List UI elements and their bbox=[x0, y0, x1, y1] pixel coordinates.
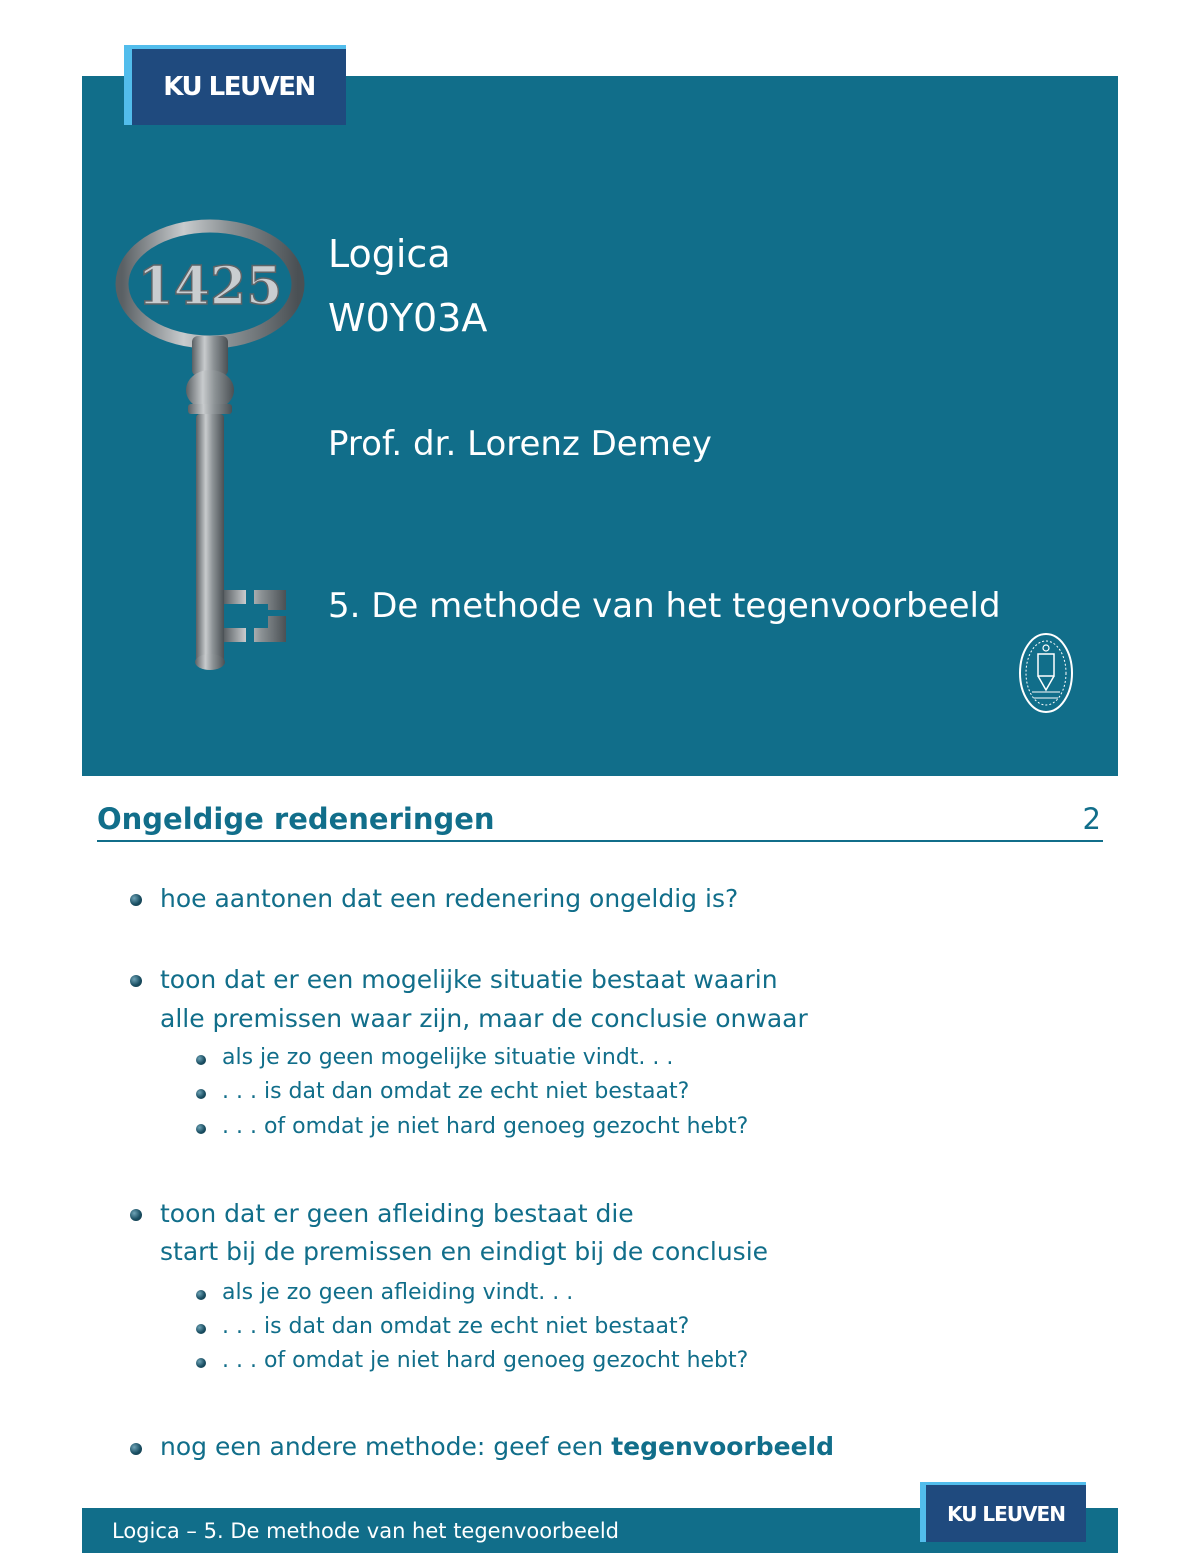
content-slide-title: Ongeldige redeneringen bbox=[97, 802, 495, 836]
university-seal-icon bbox=[1016, 630, 1076, 716]
bullet-4-prefix: nog een andere methode: geef een bbox=[160, 1432, 612, 1461]
bullet-2-line-2: alle premissen waar zijn, maar de conclusie onwaar bbox=[160, 1004, 808, 1033]
sub-bullet-dot-icon bbox=[196, 1055, 206, 1065]
bullet-3-sub-1: als je zo geen afleiding vindt. . . bbox=[222, 1280, 574, 1305]
key-number: 1425 bbox=[137, 256, 283, 317]
bullet-2-sub-3: . . . of omdat je niet hard genoeg gezocht hebt? bbox=[222, 1114, 749, 1139]
bullet-4-emphasis: tegenvoorbeeld bbox=[611, 1432, 835, 1461]
bullet-3-sub-3: . . . of omdat je niet hard genoeg gezocht hebt? bbox=[222, 1348, 749, 1373]
sub-bullet-dot-icon bbox=[196, 1290, 206, 1300]
sub-bullet-dot-icon bbox=[196, 1124, 206, 1134]
footer-text: Logica – 5. De methode van het tegenvoorbeeld bbox=[112, 1519, 620, 1543]
bullet-dot-icon bbox=[130, 1443, 142, 1455]
ku-leuven-logo: KU LEUVEN bbox=[124, 45, 346, 125]
page-number: 2 bbox=[1082, 802, 1101, 836]
course-title: Logica bbox=[328, 232, 451, 276]
content-slide-header bbox=[97, 800, 1103, 842]
bullet-3-line-1: toon dat er geen afleiding bestaat die bbox=[160, 1199, 634, 1228]
sub-bullet-dot-icon bbox=[196, 1358, 206, 1368]
bullet-1-line-1: hoe aantonen dat een redenering ongeldig is? bbox=[160, 884, 739, 913]
professor-name: Prof. dr. Lorenz Demey bbox=[328, 424, 712, 464]
bullet-3-line-2: start bij de premissen en eindigt bij de conclusie bbox=[160, 1237, 769, 1266]
course-code: W0Y03A bbox=[328, 296, 488, 340]
bullet-dot-icon bbox=[130, 975, 142, 987]
sub-bullet-dot-icon bbox=[196, 1089, 206, 1099]
bullet-2-line-1: toon dat er een mogelijke situatie bestaat waarin bbox=[160, 965, 778, 994]
bullet-dot-icon bbox=[130, 894, 142, 906]
key-icon bbox=[110, 218, 310, 678]
bullet-3-sub-2: . . . is dat dan omdat ze echt niet bestaat? bbox=[222, 1314, 690, 1339]
footer-ku-leuven-logo: KU LEUVEN bbox=[920, 1482, 1086, 1542]
bullet-2-sub-1: als je zo geen mogelijke situatie vindt. . . bbox=[222, 1045, 674, 1070]
bullet-dot-icon bbox=[130, 1209, 142, 1221]
bullet-4-line-1 bbox=[160, 1432, 834, 1461]
sub-bullet-dot-icon bbox=[196, 1324, 206, 1334]
bullet-2-sub-2: . . . is dat dan omdat ze echt niet bestaat? bbox=[222, 1079, 690, 1104]
chapter-title: 5. De methode van het tegenvoorbeeld bbox=[328, 586, 1001, 626]
